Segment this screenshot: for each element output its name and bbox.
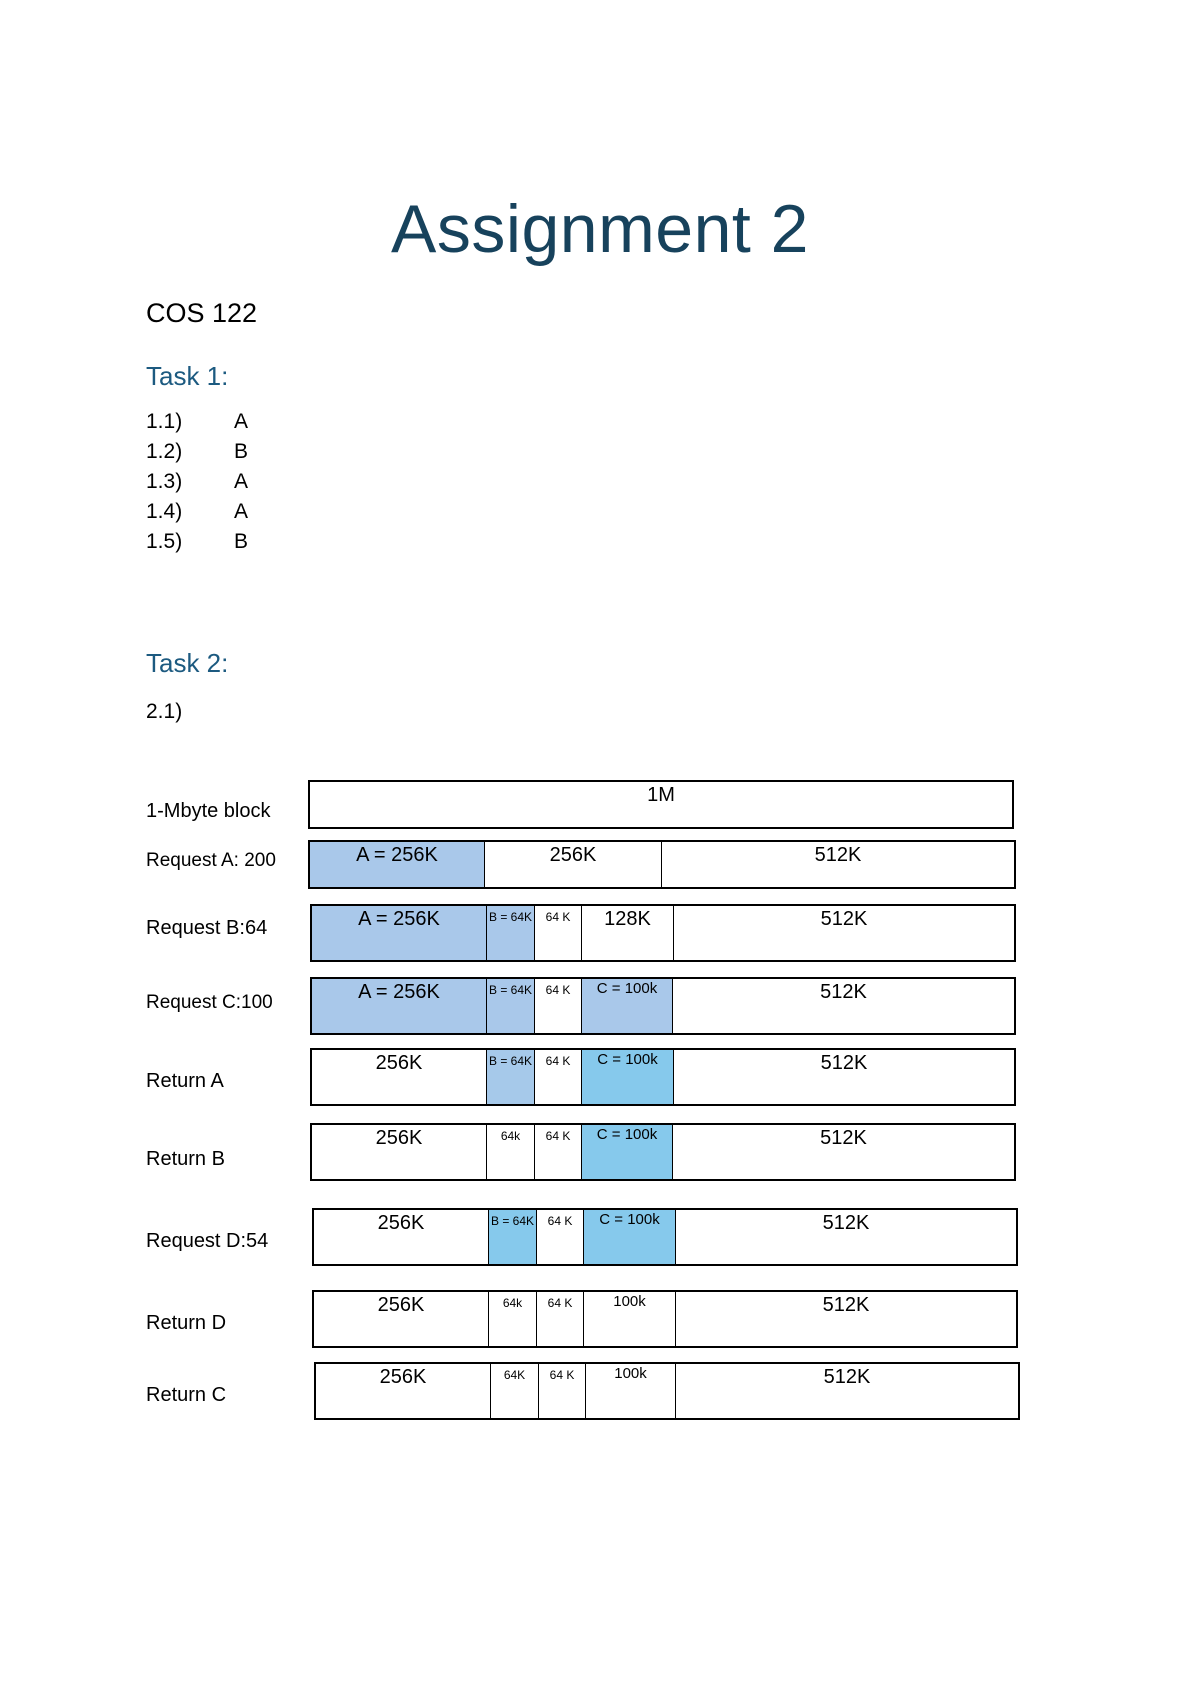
memory-block-row — [308, 780, 1014, 829]
memory-block-row — [312, 1208, 1018, 1266]
cell-label: B = 64K — [488, 1054, 533, 1068]
row-label-1mbyte-block: 1-Mbyte block — [146, 800, 271, 822]
memory-cell — [585, 1364, 675, 1418]
cell-label: 512K — [823, 1366, 871, 1388]
memory-cell-allocated — [312, 906, 486, 960]
row-label-return-c: Return C — [146, 1384, 227, 1406]
memory-block-row — [310, 1048, 1016, 1106]
memory-cell-allocated — [581, 979, 672, 1033]
course-code: COS 122 — [146, 298, 258, 328]
memory-cell — [672, 979, 1014, 1033]
memory-cell — [583, 1292, 675, 1346]
answer-item — [146, 470, 346, 500]
row-label-return-a: Return A — [146, 1070, 224, 1092]
cell-label: 100k — [614, 1365, 647, 1382]
cell-label: C = 100k — [597, 1051, 658, 1068]
cell-label: C = 100k — [596, 980, 658, 997]
cell-label: B = 64K — [488, 910, 533, 924]
cell-label: B = 64K — [488, 983, 533, 997]
memory-cell-allocated — [312, 979, 486, 1033]
row-label-request-a: Request A: 200 — [146, 850, 276, 871]
cell-label: 256K — [549, 844, 597, 866]
cell-label: 512K — [820, 1127, 867, 1149]
task2-subquestion: 2.1) — [146, 700, 183, 723]
cell-label: A = 256K — [358, 908, 440, 930]
cell-label: A = 256K — [356, 844, 438, 866]
cell-label: 1M — [647, 784, 675, 806]
cell-label: C = 100k — [599, 1211, 660, 1228]
question-number: 1.1) — [146, 410, 183, 433]
memory-cell — [675, 1364, 1018, 1418]
answer-value: A — [234, 470, 249, 493]
cell-label: 256K — [377, 1212, 425, 1234]
memory-cell — [314, 1210, 488, 1264]
cell-label: 512K — [820, 981, 867, 1003]
memory-cell — [534, 1125, 581, 1179]
row-label-request-d: Request D:54 — [146, 1230, 269, 1252]
cell-label: 64 K — [549, 1368, 575, 1382]
cell-label: 64k — [502, 1296, 523, 1310]
cell-label: 512K — [814, 844, 862, 866]
cell-label: 512K — [820, 1052, 868, 1074]
cell-label: B = 64K — [490, 1214, 535, 1228]
question-number: 1.5) — [146, 530, 183, 553]
answer-item — [146, 500, 346, 530]
memory-cell — [534, 1050, 581, 1104]
memory-cell-allocated — [310, 842, 484, 887]
memory-cell — [310, 782, 1012, 827]
memory-cell-allocated — [486, 1050, 534, 1104]
question-number: 1.3) — [146, 470, 183, 493]
cell-label: C = 100k — [596, 1126, 658, 1143]
memory-cell — [316, 1364, 490, 1418]
memory-cell — [314, 1292, 488, 1346]
task1-heading: Task 1: — [146, 361, 229, 391]
memory-block-row — [312, 1290, 1018, 1348]
memory-cell-allocated — [486, 979, 534, 1033]
row-label-return-b: Return B — [146, 1148, 225, 1170]
memory-block-row — [310, 977, 1016, 1035]
cell-label: 64K — [503, 1368, 526, 1382]
cell-label: 512K — [820, 908, 868, 930]
cell-label: 128K — [604, 908, 651, 930]
memory-cell — [581, 906, 673, 960]
memory-cell-allocated — [581, 1125, 672, 1179]
cell-label: 64 K — [545, 983, 571, 997]
question-number: 1.4) — [146, 500, 183, 523]
memory-block-row — [310, 904, 1016, 962]
cell-label: 512K — [822, 1212, 870, 1234]
cell-label: 64k — [500, 1129, 521, 1143]
cell-label: A = 256K — [358, 981, 440, 1003]
memory-cell — [534, 979, 581, 1033]
memory-cell — [536, 1292, 583, 1346]
cell-label: 256K — [377, 1294, 425, 1316]
row-label-request-b: Request B:64 — [146, 917, 268, 939]
cell-label: 64 K — [545, 910, 571, 924]
memory-cell — [538, 1364, 585, 1418]
memory-cell — [484, 842, 661, 887]
memory-cell — [675, 1210, 1016, 1264]
memory-cell — [312, 1125, 486, 1179]
cell-label: 64 K — [547, 1214, 573, 1228]
answer-item — [146, 440, 346, 470]
memory-cell — [536, 1210, 583, 1264]
cell-label: 64 K — [547, 1296, 573, 1310]
cell-label: 256K — [379, 1366, 427, 1388]
answer-value: B — [234, 530, 249, 553]
memory-cell — [488, 1292, 536, 1346]
cell-label: 64 K — [545, 1054, 571, 1068]
memory-cell — [312, 1050, 486, 1104]
page-title: Assignment 2 — [391, 191, 809, 267]
answer-item — [146, 410, 346, 440]
cell-label: 256K — [375, 1052, 423, 1074]
answer-value: B — [234, 440, 249, 463]
memory-block-row — [308, 840, 1016, 889]
memory-cell — [673, 906, 1014, 960]
memory-cell — [490, 1364, 538, 1418]
memory-cell — [486, 1125, 534, 1179]
memory-cell-allocated — [488, 1210, 536, 1264]
memory-block-row — [314, 1362, 1020, 1420]
row-label-return-d: Return D — [146, 1312, 227, 1334]
memory-block-row — [310, 1123, 1016, 1181]
memory-cell-allocated — [486, 906, 534, 960]
answer-item — [146, 530, 346, 560]
task1-answer-list — [146, 410, 346, 560]
question-number: 1.2) — [146, 440, 183, 463]
memory-cell — [672, 1125, 1014, 1179]
task2-heading: Task 2: — [146, 648, 229, 678]
cell-label: 512K — [822, 1294, 870, 1316]
answer-value: A — [234, 500, 249, 523]
cell-label: 256K — [375, 1127, 423, 1149]
memory-cell — [661, 842, 1014, 887]
cell-label: 64 K — [545, 1129, 571, 1143]
row-label-request-c: Request C:100 — [146, 992, 273, 1013]
memory-cell-allocated — [581, 1050, 673, 1104]
answer-value: A — [234, 410, 249, 433]
cell-label: 100k — [613, 1293, 646, 1310]
memory-cell — [675, 1292, 1016, 1346]
memory-cell — [673, 1050, 1014, 1104]
memory-cell-allocated — [583, 1210, 675, 1264]
memory-cell — [534, 906, 581, 960]
